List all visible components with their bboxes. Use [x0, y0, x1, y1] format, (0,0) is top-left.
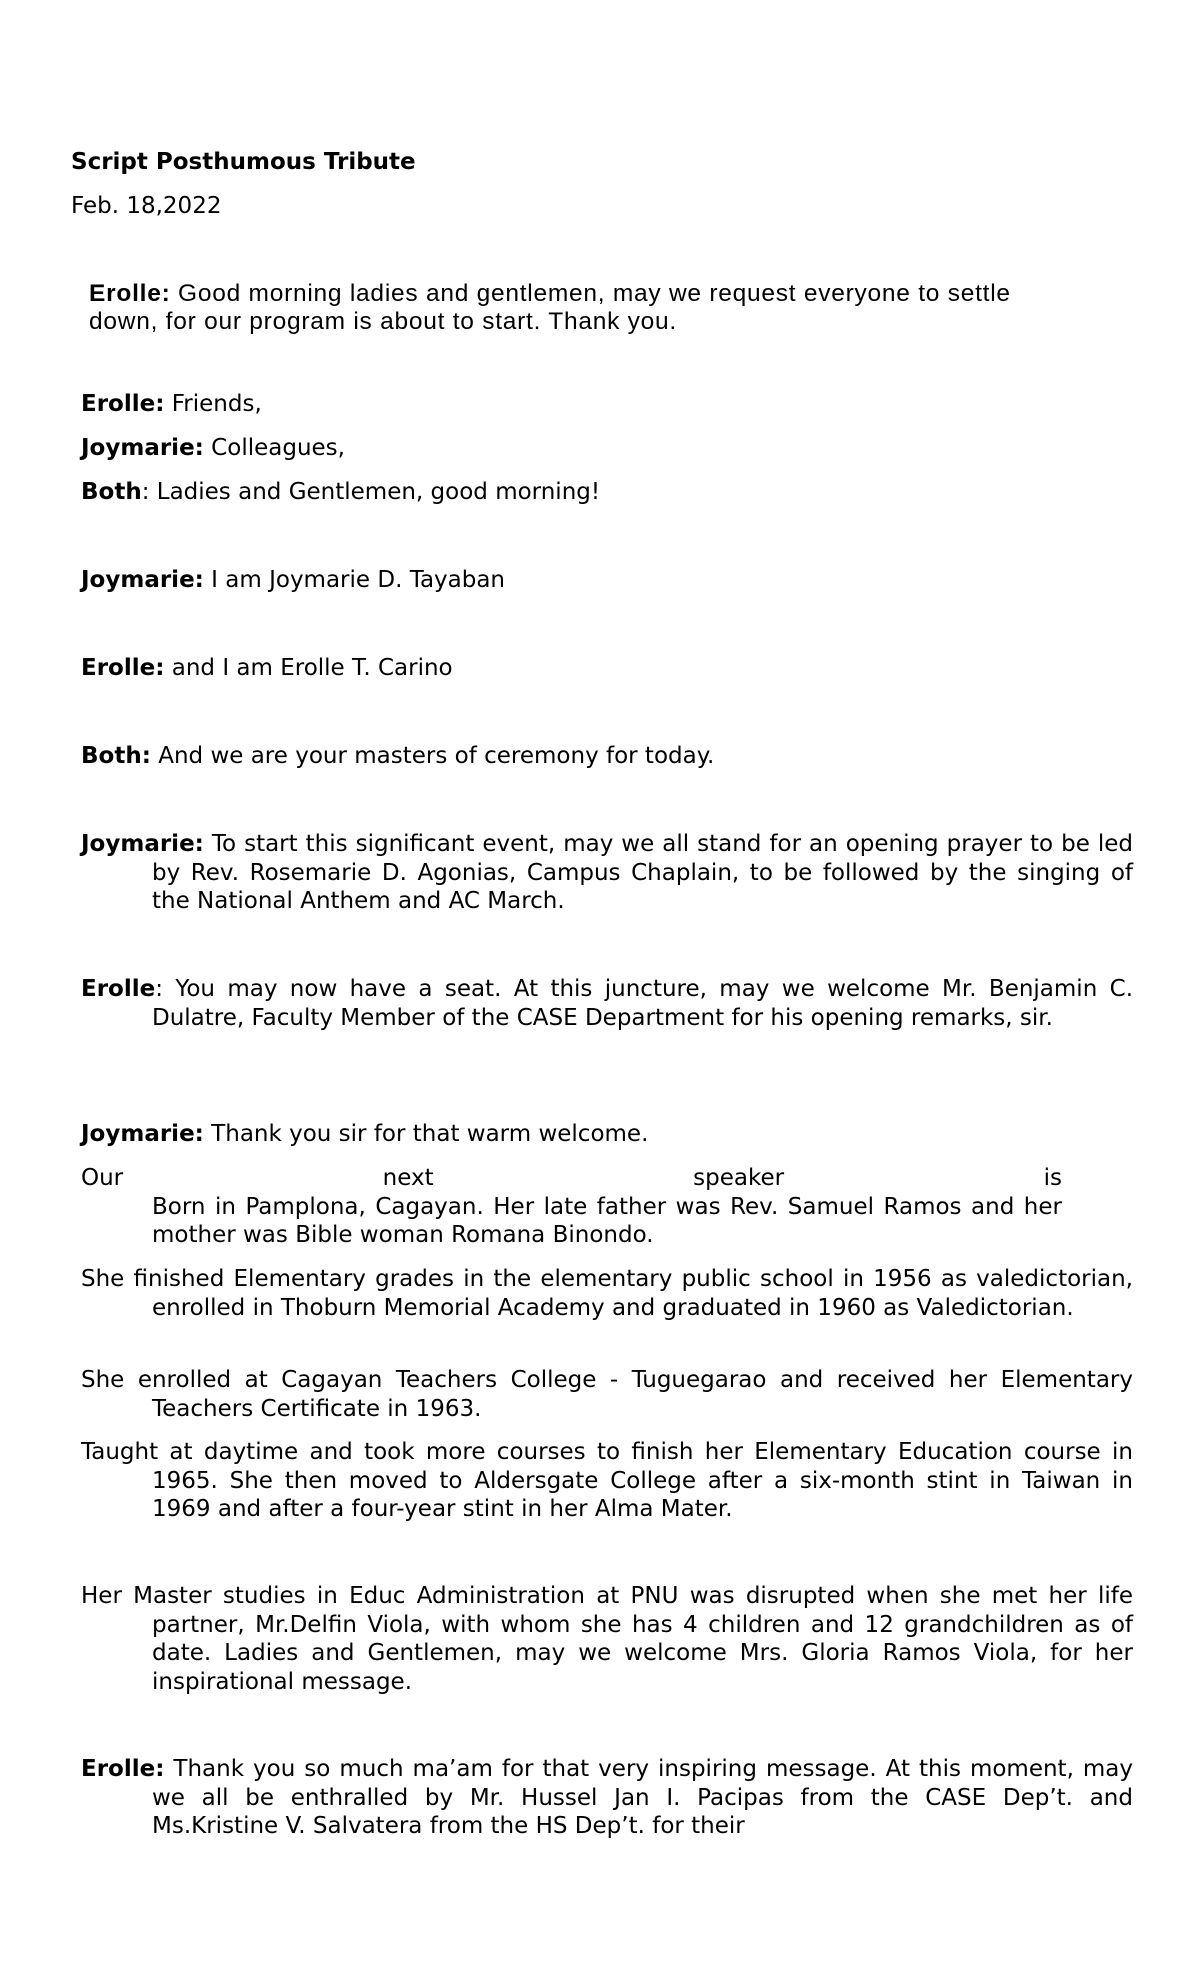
document-title: Script Posthumous Tribute	[71, 149, 416, 175]
dialogue-text: : You may now have a seat. At this juncture, may we welcome Mr. Benjamin C. Dulatre, Faculty Member of the CASE Department for his opening remarks, sir.	[152, 976, 1133, 1031]
script-line	[81, 478, 1062, 507]
speaker-name: Both	[81, 479, 142, 505]
dialogue-text: I am Joymarie D. Tayaban	[203, 567, 506, 593]
dialogue-text: Colleagues,	[203, 435, 345, 461]
dialogue-text: : Ladies and Gentlemen, good morning!	[141, 479, 601, 505]
dialogue-text: Thank you so much ma’am for that very inspiring message. At this moment, may we all be enthralled by Mr. Hussel Jan I. Pacipas from the CASE Dep’t. and Ms.Kristine V. Salvatera from the HS Dep’t. for their	[152, 1756, 1133, 1839]
script-line	[81, 742, 1062, 771]
script-line	[81, 1755, 1133, 1841]
speaker-name: Erolle	[81, 976, 156, 1002]
speaker-name: Joymarie:	[81, 567, 204, 593]
speaker-name: Joymarie:	[81, 831, 204, 857]
dialogue-text: And we are your masters of ceremony for today.	[150, 743, 715, 769]
script-line	[81, 1120, 1062, 1149]
intro-paragraph	[89, 280, 1069, 336]
speaker-name: Both:	[81, 743, 151, 769]
speaker-name: Erolle:	[81, 655, 165, 681]
speaker-name: Joymarie:	[81, 435, 204, 461]
script-line	[81, 390, 1062, 419]
dialogue-text: To start this significant event, may we all stand for an opening prayer to be led by Rev. Rosemarie D. Agonias, Campus Chaplain, to be followed by the singing of the National Anthem and AC March.	[152, 831, 1133, 914]
script-line	[81, 975, 1133, 1032]
dialogue-text: and I am Erolle T. Carino	[164, 655, 453, 681]
document-date: Feb. 18,2022	[71, 193, 222, 219]
bio-paragraph: Her Master studies in Educ Administration at PNU was disrupted when she met her life partner, Mr.Delfin Viola, with whom she has 4 children and 12 grandchildren as of date. Ladies and Gentlemen, may we welcome Mrs. Gloria Ramos Viola, for her inspirational message.	[81, 1583, 1133, 1695]
dialogue-text: Thank you sir for that warm welcome.	[203, 1121, 649, 1147]
speaker-name: Erolle:	[81, 1756, 165, 1782]
dialogue-text: Good morning ladies and gentlemen, may we request everyone to settle down, for our program is about to start. Thank you.	[89, 280, 1011, 335]
bio-paragraph: She finished Elementary grades in the elementary public school in 1956 as valedictorian, enrolled in Thoburn Memorial Academy and graduated in 1960 as Valedictorian.	[81, 1266, 1133, 1321]
intro-first-line: Our next speaker is	[81, 1165, 1062, 1191]
bio-paragraph: She enrolled at Cagayan Teachers College - Tuguegarao and received her Elementary Teachers Certificate in 1963.	[81, 1367, 1133, 1422]
dialogue-text: Friends,	[164, 391, 262, 417]
speaker-name: Erolle:	[81, 391, 165, 417]
script-line	[81, 566, 1062, 595]
script-line	[81, 434, 1062, 463]
script-line	[81, 830, 1133, 916]
speaker-introduction	[81, 1164, 1062, 1250]
intro-continuation: Born in Pamplona, Cagayan. Her late father was Rev. Samuel Ramos and her mother was Bible woman Romana Binondo.	[152, 1193, 1062, 1248]
speaker-name: Joymarie:	[81, 1121, 204, 1147]
speaker-name: Erolle:	[89, 280, 171, 307]
script-line	[81, 654, 1062, 683]
bio-paragraph: Taught at daytime and took more courses to finish her Elementary Education course in 1965. She then moved to Aldersgate College after a six-month stint in Taiwan in 1969 and after a four-year stint in her Alma Mater.	[81, 1439, 1133, 1522]
